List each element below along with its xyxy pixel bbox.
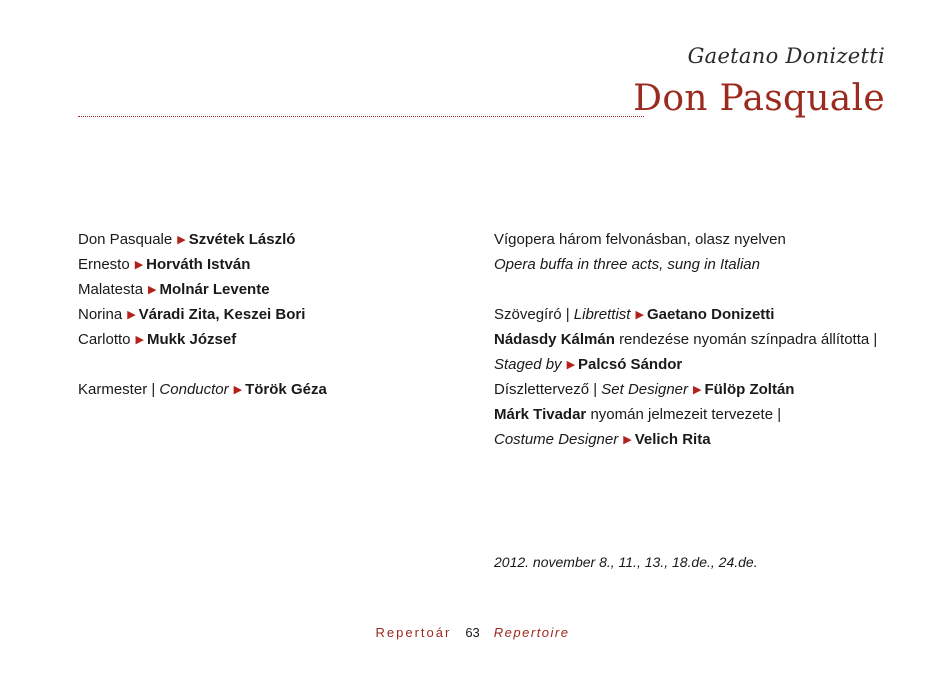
cast-performer: Szvétek László [188,231,296,248]
costume-label-en: Costume Designer [494,431,619,448]
cast-role: Ernesto [78,256,130,273]
triangle-right-icon: ▶ [566,359,576,371]
genre-en: Opera buffa in three acts, sung in Italian [494,256,760,273]
cast-row [78,302,327,327]
staged-by-row [494,352,877,377]
librettist-label-hu: Szövegíró [494,306,562,323]
librettist-name: Gaetano Donizetti [646,306,775,323]
staged-origin: Nádasdy Kálmán [494,331,615,348]
conductor-label-en: Conductor [159,381,229,398]
staged-label-en: Staged by [494,356,562,373]
costume-origin: Márk Tivadar [494,406,587,423]
set-designer-name: Fülöp Zoltán [704,381,795,398]
opera-title: Don Pasquale [633,78,885,119]
cast-performer: Molnár Levente [159,281,270,298]
cast-row [78,227,327,252]
set-label-en: Set Designer [601,381,688,398]
conductor-name: Török Géza [245,381,327,398]
triangle-right-icon: ▶ [148,284,157,296]
info-column [494,227,877,452]
costume-designer-row [494,427,877,452]
cast-role: Malatesta [78,281,144,298]
triangle-right-icon: ▶ [135,334,144,346]
triangle-right-icon: ▶ [693,384,702,396]
triangle-right-icon: ▶ [635,309,644,321]
page-number: 63 [465,625,480,640]
triangle-right-icon: ▶ [233,384,243,396]
cast-performer: Mukk József [147,331,237,348]
triangle-right-icon: ▶ [134,259,144,271]
conductor-label-hu: Karmester [78,381,148,398]
footer-section-en: Repertoire [493,625,570,640]
cast-performer: Váradi Zita, Keszei Bori [138,306,306,323]
costume-designer-name: Velich Rita [634,431,711,448]
triangle-right-icon: ▶ [127,309,136,321]
set-label-hu: Díszlettervező [494,381,590,398]
costume-text: nyomán jelmezeit tervezete | [590,406,782,423]
performance-dates: 2012. november 8., 11., 13., 18.de., 24.de. [494,554,758,570]
conductor-row: Karmester | Conductor ▶ Török Géza [78,377,327,402]
triangle-right-icon: ▶ [177,234,186,246]
dotted-divider [78,116,644,117]
set-designer-row: Díszlettervező | Set Designer ▶ Fülöp Zoltán [494,377,877,402]
cast-role: Norina [78,306,123,323]
page-footer [0,625,945,640]
cast-performer: Horváth István [146,256,251,273]
cast-row [78,277,327,302]
librettist-row: Szövegíró | Librettist ▶ Gaetano Donizetti [494,302,877,327]
cast-row [78,327,327,352]
triangle-right-icon: ▶ [623,434,632,446]
cast-role: Carlotto [78,331,131,348]
composer-name: Gaetano Donizetti [687,44,885,68]
cast-row [78,252,327,277]
librettist-label-en: Librettist [573,306,631,323]
cast-role: Don Pasquale [78,231,173,248]
footer-section-hu: Repertoár [375,625,452,640]
costume-row [494,402,877,427]
staged-name: Palcsó Sándor [578,356,683,373]
staged-row [494,327,877,352]
cast-column [78,227,327,402]
genre-hu: Vígopera három felvonásban, olasz nyelven [494,231,786,248]
staged-text: rendezése nyomán színpadra állította | [619,331,878,348]
